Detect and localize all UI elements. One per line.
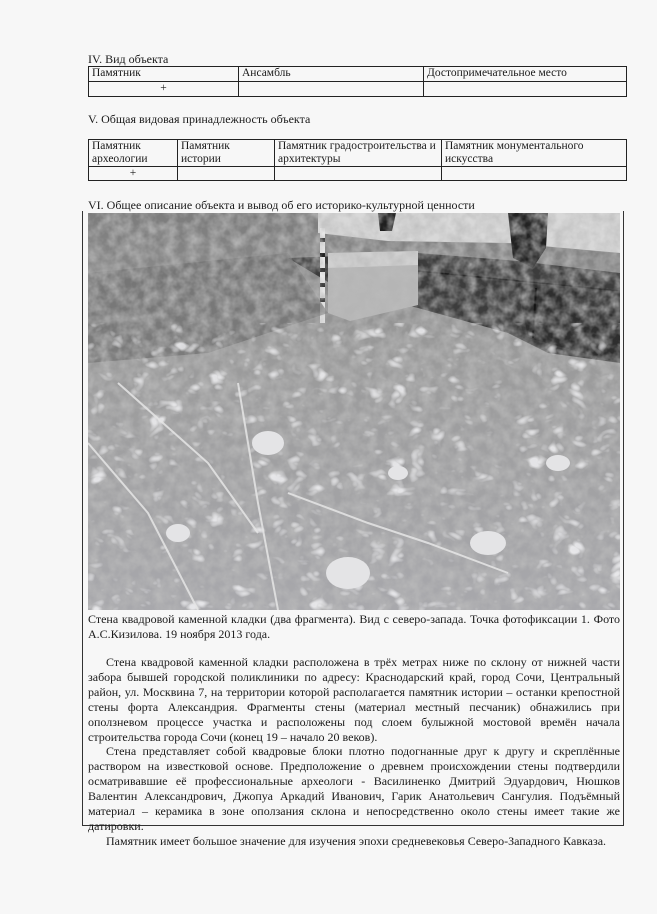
section-5-title: V. Общая видовая принадлежность объекта (88, 112, 311, 126)
excavation-photo (88, 213, 620, 610)
table-cell (178, 167, 275, 181)
table-cell (275, 167, 442, 181)
table-header-cell: Ансамбль (239, 67, 424, 82)
table-header-row (89, 67, 627, 82)
description-text (88, 655, 620, 849)
table-header-cell: Памятник археологии (89, 140, 178, 167)
table-cell (239, 82, 424, 97)
object-type-table (88, 66, 627, 97)
table-cell: + (89, 82, 239, 97)
photo-image (88, 213, 620, 610)
table-header-cell: Памятник градостроительства и архитектуры (275, 140, 442, 167)
table-cell (424, 82, 627, 97)
table-header-cell: Памятник монументального искусства (442, 140, 627, 167)
description-paragraph: Стена представляет собой квадровые блоки плотно подогнанные друг к другу и скреплённые раствором на известковой основе. Предположение о древнем происхождении стены подтвердили осматривавшие её профессиональные археологи - Василиненко Дмитрий Эдуардович, Нюшков Валентин Александрович, Джопуа Аркадий Иванович, Гарик Анатольевич Сангулия. Подъёмный материал – керамика в зоне оползания склона и непосредственно около стены имеет такие же датировки. (88, 744, 620, 833)
section-4-title: IV. Вид объекта (88, 52, 169, 66)
table-header-row (89, 140, 627, 167)
table-row (89, 167, 627, 181)
table-row (89, 82, 627, 97)
photo-caption: Стена квадровой каменной кладки (два фрагмента). Вид с северо-запада. Точка фотофиксации 1. Фото А.С.Кизилова. 19 ноября 2013 года. (88, 612, 620, 641)
object-category-table (88, 139, 627, 181)
table-header-cell: Памятник (89, 67, 239, 82)
description-paragraph: Стена квадровой каменной кладки расположена в трёх метрах ниже по склону от нижней части забора бывшей городской поликлиники по адресу: Краснодарский край, город Сочи, Центральный район, ул. Москвина 7, на территории которой располагается памятник истории – останки крепостной стены форта Александрия. Фрагменты стены (материал местный песчаник) обнажились при оползневом процессе участка и расположены под слоем булыжной мостовой времён начала строительства города Сочи (конец 19 – начало 20 веков). (88, 655, 620, 744)
section-6-title: VI. Общее описание объекта и вывод об его историко-культурной ценности (88, 198, 475, 212)
table-header-cell: Памятник истории (178, 140, 275, 167)
table-cell (442, 167, 627, 181)
description-paragraph: Памятник имеет большое значение для изучения эпохи средневековья Северо-Западного Кавказа. (106, 833, 607, 848)
table-header-cell: Достопримечательное место (424, 67, 627, 82)
table-cell: + (89, 167, 178, 181)
